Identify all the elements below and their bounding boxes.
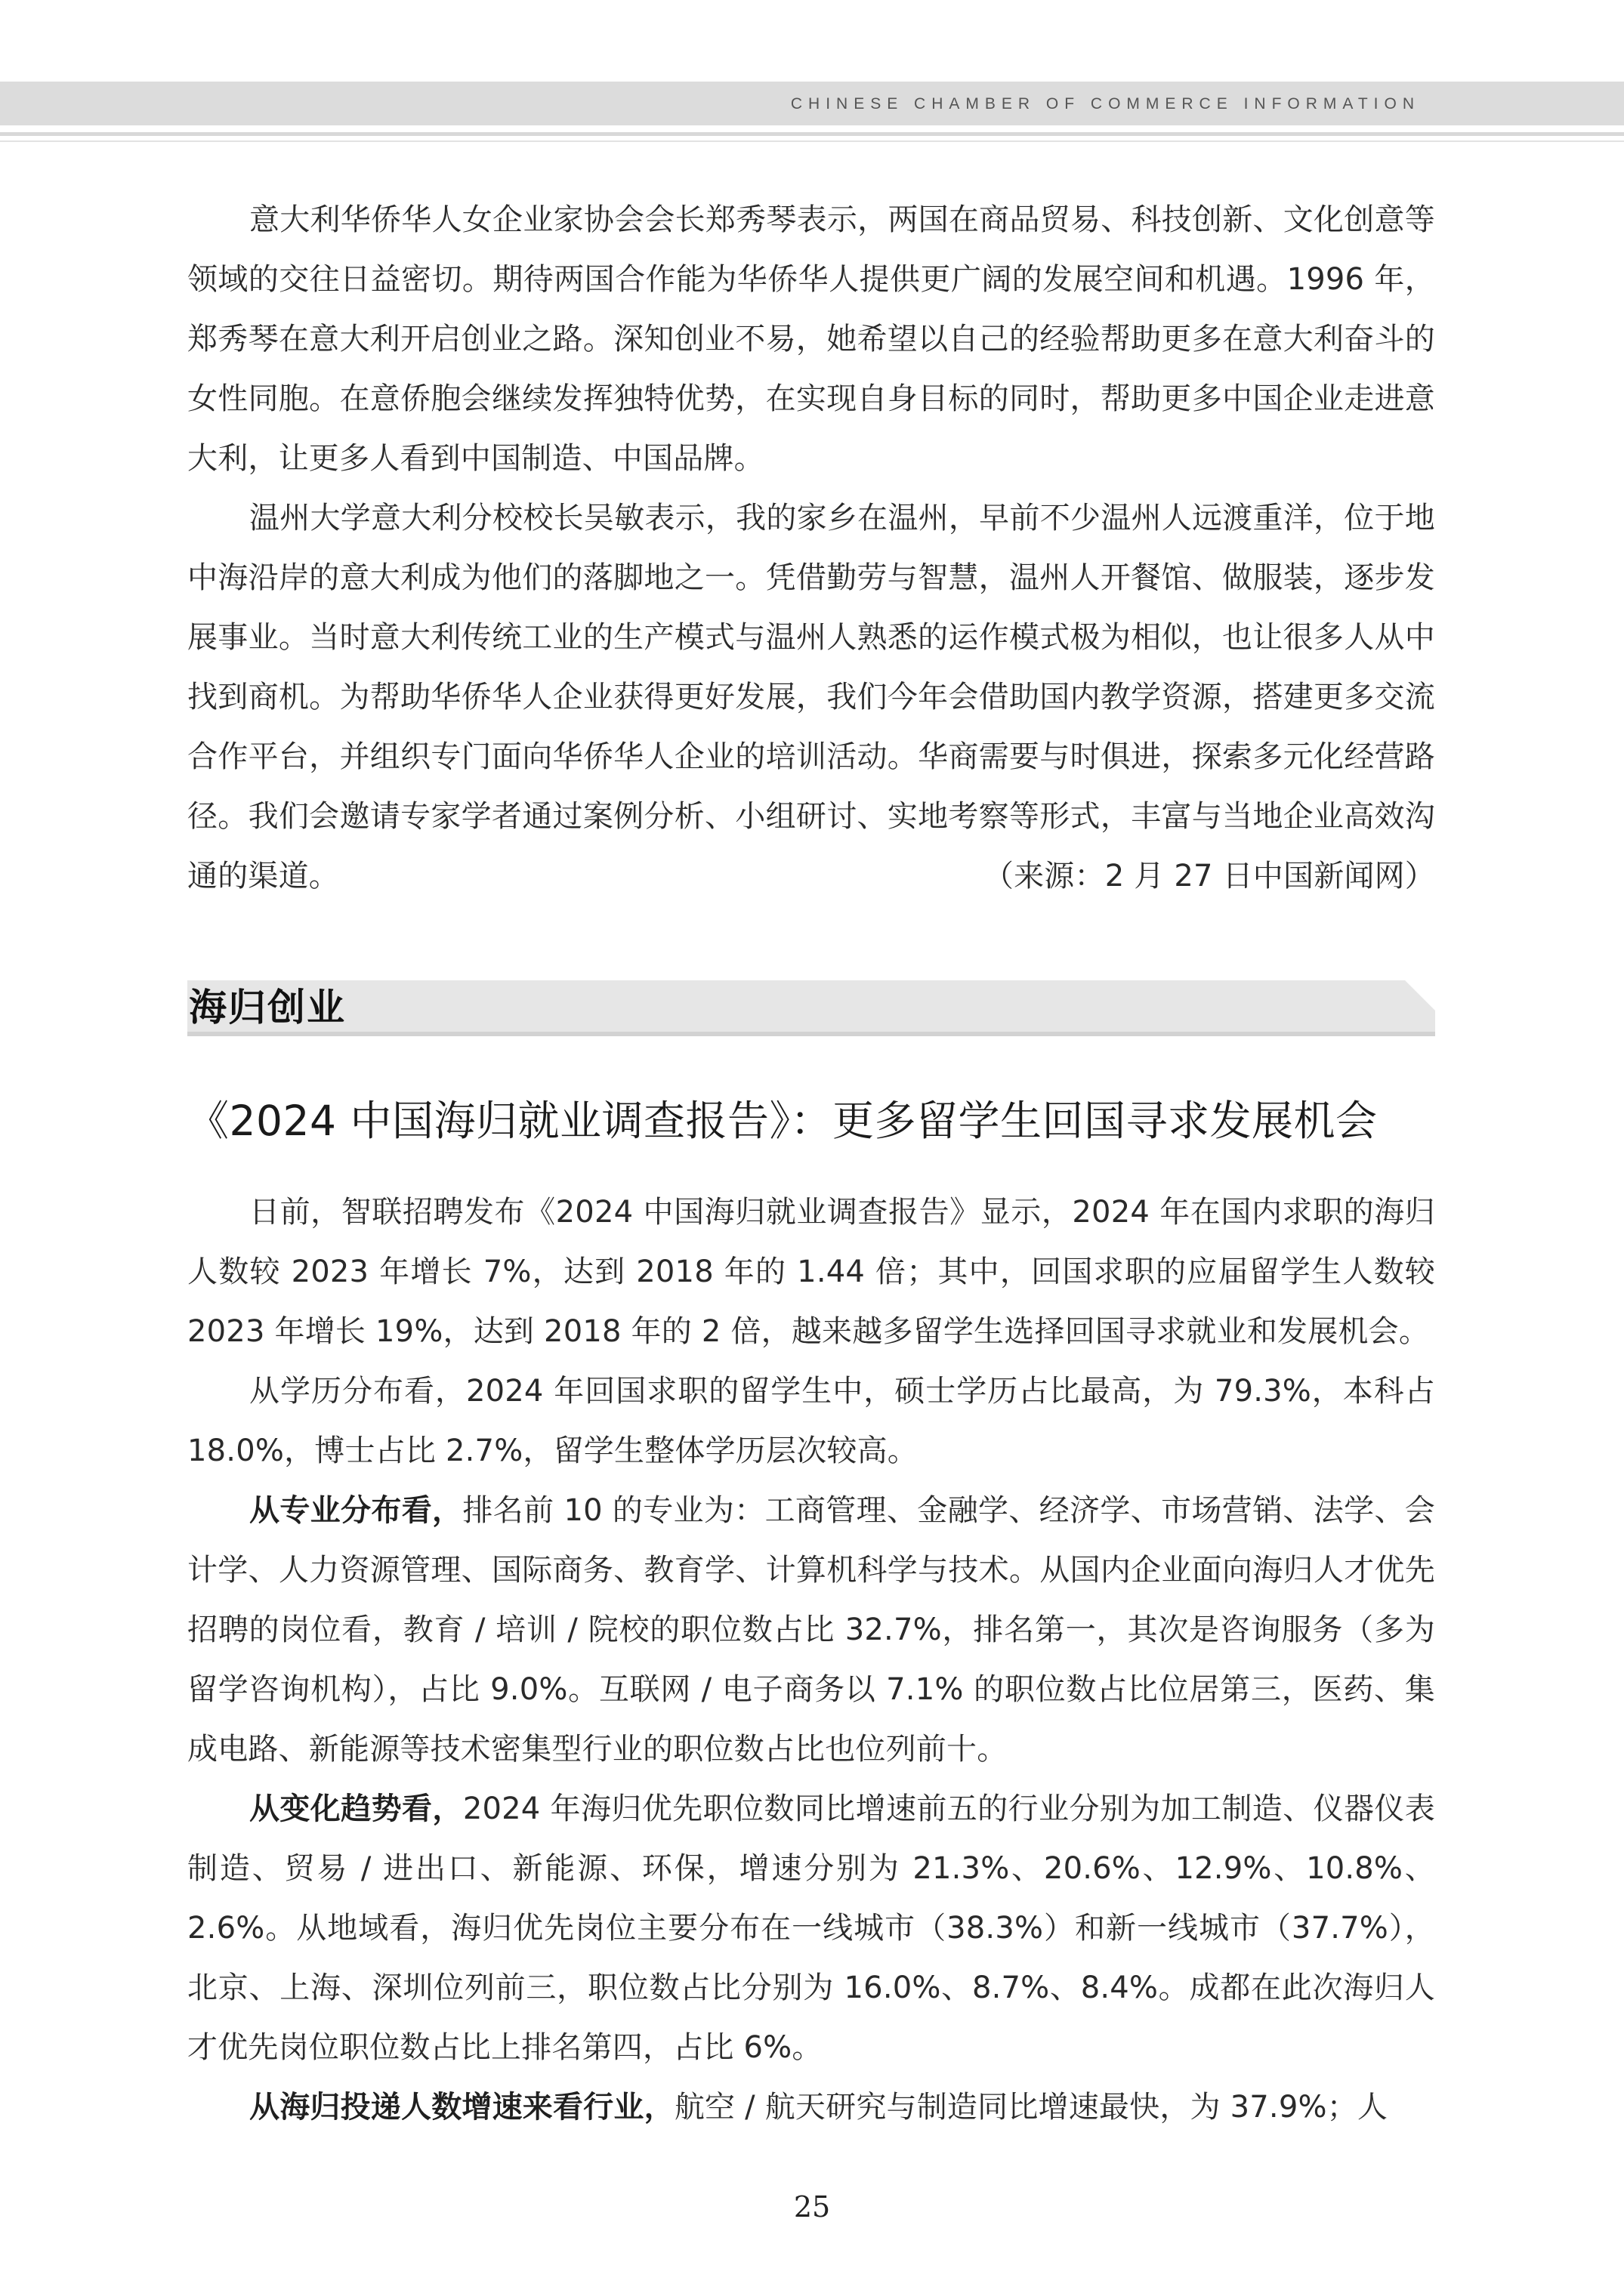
page-number: 25 <box>793 2190 831 2224</box>
paragraph-text: 航空 / 航天研究与制造同比增速最快，为 37.9%；人 <box>674 2090 1388 2125</box>
running-header: CHINESE CHAMBER OF COMMERCE INFORMATION <box>790 95 1420 113</box>
article-paragraph-3 <box>187 1481 1435 1779</box>
article-paragraph-5 <box>187 2078 1435 2137</box>
intro-text-block <box>187 190 1435 906</box>
article-paragraph-1 <box>187 1183 1435 1362</box>
paragraph-text: 排名前 10 的专业为：工商管理、金融学、经济学、市场营销、法学、会计学、人力资源管理、国际商务、教育学、计算机科学与技术。从国内企业面向海归人才优先招聘的岗位看，教育 / 培训 / 院校的职位数占比 32.7%，排名第一，其次是咨询服务（多为留学咨询机构），占比 9.0%。互联网 / 电子商务以 7.1% 的职位数占比位居第三，医药、集成电路、新能源等技术密集型行业的职位数占比也位列前十。 <box>187 1493 1435 1767</box>
paragraph-text: 从学历分布看，2024 年回国求职的留学生中，硕士学历占比最高，为 79.3%，本科占 18.0%，博士占比 2.7%，留学生整体学历层次较高。 <box>187 1374 1435 1468</box>
paragraph-lead: 从变化趋势看， <box>249 1792 463 1826</box>
article-paragraph-4 <box>187 1779 1435 2078</box>
paragraph-lead: 从海归投递人数增速来看行业， <box>249 2090 675 2125</box>
paragraph-text: 日前，智联招聘发布《2024 中国海归就业调查报告》显示，2024 年在国内求职的海归人数较 2023 年增长 7%，达到 2018 年的 1.44 倍；其中，回国求职的应届留学生人数较 2023 年增长 19%，达到 2018 年的 2 倍，越来越多留学生选择回国寻求就业和发展机会。 <box>187 1195 1435 1349</box>
paragraph-lead: 从专业分布看， <box>249 1493 463 1528</box>
article-title: 《2024 中国海归就业调查报告》：更多留学生回国寻求发展机会 <box>187 1097 1378 1145</box>
article-body <box>187 1183 1435 2137</box>
header-rule <box>0 132 1624 136</box>
source-citation: （来源：2 月 27 日中国新闻网） <box>983 859 1435 893</box>
section-bar-shape <box>187 980 1435 1036</box>
intro-paragraph-2 <box>187 489 1435 906</box>
article-paragraph-2 <box>187 1362 1435 1481</box>
paragraph-text: 2024 年海归优先职位数同比增速前五的行业分别为加工制造、仪器仪表制造、贸易 / 进出口、新能源、环保，增速分别为 21.3%、20.6%、12.9%、10.8%、2.6%。从地域看，海归优先岗位主要分布在一线城市（38.3%）和新一线城市（37.7%），北京、上海、深圳位列前三，职位数占比分别为 16.0%、8.7%、8.4%。成都在此次海归人才优先岗位职位数占比上排名第四，占比 6%。 <box>187 1792 1436 2065</box>
intro-paragraph-2-text: 温州大学意大利分校校长吴敏表示，我的家乡在温州，早前不少温州人远渡重洋，位于地中海沿岸的意大利成为他们的落脚地之一。凭借勤劳与智慧，温州人开餐馆、做服装，逐步发展事业。当时意大利传统工业的生产模式与温州人熟悉的运作模式极为相似，也让很多人从中找到商机。为帮助华侨华人企业获得更好发展，我们今年会借助国内教学资源，搭建更多交流合作平台，并组织专门面向华侨华人企业的培训活动。华商需要与时俱进，探索多元化经营路径。我们会邀请专家学者通过案例分析、小组研讨、实地考察等形式，丰富与当地企业高效沟通的渠道。 <box>187 501 1435 893</box>
header-rule-thin <box>0 140 1624 142</box>
section-header <box>187 980 1435 1036</box>
section-title: 海归创业 <box>189 985 346 1029</box>
intro-paragraph-1: 意大利华侨华人女企业家协会会长郑秀琴表示，两国在商品贸易、科技创新、文化创意等领域的交往日益密切。期待两国合作能为华侨华人提供更广阔的发展空间和机遇。1996 年，郑秀琴在意大利开启创业之路。深知创业不易，她希望以自己的经验帮助更多在意大利奋斗的女性同胞。在意侨胞会继续发挥独特优势，在实现自身目标的同时，帮助更多中国企业走进意大利，让更多人看到中国制造、中国品牌。 <box>187 202 1435 476</box>
